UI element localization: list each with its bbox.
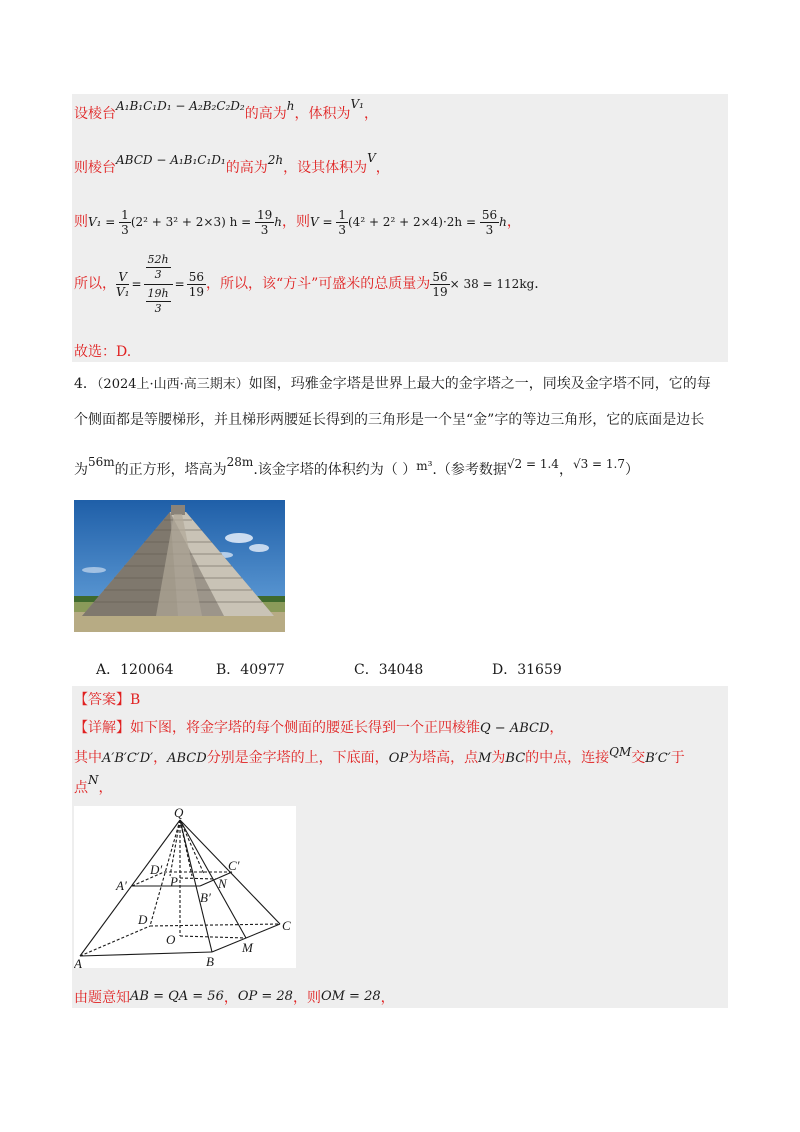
text: ， bbox=[98, 780, 113, 796]
text: 故选：D. bbox=[74, 344, 132, 360]
text: 则 bbox=[74, 214, 88, 230]
denominator: 3 bbox=[154, 301, 162, 315]
text: ， bbox=[375, 160, 390, 176]
detail-line-1 bbox=[74, 718, 563, 739]
math: (4² + 2² + 2×4)·2h = bbox=[348, 215, 480, 229]
math: V₁ bbox=[350, 97, 364, 111]
text: 的高为 bbox=[244, 106, 287, 122]
label-D: D bbox=[138, 912, 148, 927]
text: 点 bbox=[74, 780, 88, 796]
detail-line-2 bbox=[74, 745, 685, 769]
text: 于 bbox=[670, 750, 685, 766]
text: 为 bbox=[491, 750, 506, 766]
label-P: P bbox=[170, 874, 178, 889]
text: 其中 bbox=[74, 750, 102, 766]
math: OM = 28 bbox=[320, 989, 381, 1004]
denominator: 19 bbox=[188, 284, 204, 299]
text: ， bbox=[363, 106, 378, 122]
math: B′C′ bbox=[645, 751, 671, 766]
option-c[interactable] bbox=[354, 660, 423, 680]
text: 则棱台 bbox=[74, 160, 116, 176]
numerator: 19 bbox=[256, 207, 273, 222]
question-line-2 bbox=[74, 410, 704, 430]
pyramid-diagram-svg bbox=[74, 806, 296, 968]
text: .（参考数据 bbox=[432, 462, 507, 478]
math: h bbox=[274, 215, 282, 229]
option-label: D． bbox=[492, 662, 518, 678]
math: A₁B₁C₁D₁ − A₂B₂C₂D₂ bbox=[116, 99, 245, 113]
option-label: B． bbox=[216, 662, 241, 678]
option-label: C． bbox=[354, 662, 379, 678]
math: A′B′C′D′ bbox=[102, 751, 154, 766]
text: 如下图，将金字塔的每个侧面的腰延长得到一个正四棱锥 bbox=[130, 720, 480, 736]
text: ， bbox=[506, 214, 521, 230]
text: ， bbox=[223, 990, 238, 1006]
math: 56m bbox=[88, 455, 115, 469]
numerator: 52h bbox=[147, 252, 169, 266]
text: 的正方形，塔高为 bbox=[114, 462, 227, 478]
numerator: 1 bbox=[121, 207, 129, 222]
option-b[interactable] bbox=[216, 660, 285, 680]
text: 由题意知 bbox=[74, 990, 130, 1006]
math: V bbox=[367, 151, 376, 165]
fraction-v-over-v1 bbox=[116, 270, 129, 299]
text: 所以， bbox=[74, 276, 116, 292]
label-B: B bbox=[206, 954, 214, 968]
question-number: 4． bbox=[74, 376, 97, 392]
detail-line-4 bbox=[74, 988, 395, 1009]
math: M bbox=[478, 751, 492, 766]
text: ） bbox=[625, 462, 639, 478]
question-line-3 bbox=[74, 455, 639, 480]
math: QM bbox=[609, 745, 632, 759]
option-value: 120064 bbox=[120, 662, 174, 678]
text: ， bbox=[153, 750, 168, 766]
text: 设棱台 bbox=[74, 106, 116, 122]
question-line-1 bbox=[74, 374, 711, 395]
text: ，所以，该“方斗”可盛米的总质量为 bbox=[205, 276, 431, 292]
solution-choice bbox=[74, 342, 131, 362]
math: ABCD − A₁B₁C₁D₁ bbox=[116, 153, 226, 167]
math: √3 = 1.7 bbox=[572, 457, 625, 471]
text: ，设其体积为 bbox=[283, 160, 368, 176]
denominator: 19 bbox=[432, 284, 448, 299]
option-value: 40977 bbox=[240, 662, 285, 678]
text: ， bbox=[558, 462, 573, 478]
math: h bbox=[499, 215, 507, 229]
numerator: 56 bbox=[188, 269, 204, 284]
label-Ap: A′ bbox=[116, 878, 127, 893]
fraction bbox=[119, 208, 131, 237]
label-M: M bbox=[242, 940, 253, 955]
math: OP = 28 bbox=[237, 989, 293, 1004]
math: 28m bbox=[226, 455, 254, 469]
text: 如图，玛雅金字塔是世界上最大的金字塔之一，同埃及金字塔不同，它的每 bbox=[248, 376, 711, 392]
answer-line bbox=[74, 690, 140, 710]
text: .该金字塔的体积约为（ ） bbox=[253, 462, 417, 478]
option-value: 34048 bbox=[378, 662, 424, 678]
text: 的中点，连接 bbox=[525, 750, 610, 766]
numerator: 56 bbox=[432, 269, 448, 284]
text: 交 bbox=[631, 750, 646, 766]
numerator: 19h bbox=[147, 286, 169, 300]
text: ，体积为 bbox=[294, 106, 351, 122]
question-source: （2024上·山西·高三期末） bbox=[96, 377, 249, 392]
math: AB = QA = 56 bbox=[130, 989, 224, 1004]
mayan-pyramid-photo bbox=[74, 500, 285, 632]
text: ， bbox=[549, 720, 564, 736]
math: h bbox=[286, 99, 295, 113]
numerator: V bbox=[116, 270, 129, 285]
fraction bbox=[480, 208, 499, 237]
math: OP bbox=[388, 751, 409, 766]
text: 分别是金字塔的上，下底面， bbox=[206, 750, 389, 766]
solution-line-1 bbox=[74, 97, 378, 124]
math: × 38 = 112kg bbox=[449, 277, 535, 291]
label-A: A bbox=[74, 956, 82, 968]
label-Cp: C′ bbox=[228, 858, 240, 873]
fraction bbox=[430, 270, 449, 299]
text: ，则 bbox=[292, 990, 321, 1006]
option-d[interactable] bbox=[492, 660, 562, 680]
math: N bbox=[88, 773, 99, 787]
text: 为塔高，点 bbox=[408, 750, 479, 766]
label-N: N bbox=[218, 876, 227, 891]
text: . bbox=[534, 276, 539, 292]
numerator: 56 bbox=[481, 207, 498, 222]
answer-value: B bbox=[130, 692, 141, 708]
denominator: 3 bbox=[260, 222, 269, 237]
denominator: V₁ bbox=[116, 284, 130, 299]
math: ABCD bbox=[167, 751, 207, 766]
solution-line-2 bbox=[74, 151, 390, 178]
text: 的高为 bbox=[225, 160, 268, 176]
solution-line-3 bbox=[74, 206, 521, 238]
label-Dp: D′ bbox=[150, 862, 163, 877]
pyramid-photo-svg bbox=[74, 500, 285, 632]
math: Q − ABCD bbox=[480, 721, 550, 736]
math: V₁ = bbox=[88, 215, 120, 229]
equals: = bbox=[174, 277, 185, 291]
text: ， bbox=[380, 990, 395, 1006]
option-value: 31659 bbox=[517, 662, 562, 678]
option-a[interactable] bbox=[96, 660, 174, 680]
complex-fraction bbox=[144, 253, 173, 316]
denominator: 3 bbox=[154, 267, 162, 281]
fraction bbox=[255, 208, 274, 237]
detail-line-3 bbox=[74, 773, 113, 798]
denominator: 3 bbox=[485, 222, 494, 237]
label-C: C bbox=[282, 918, 291, 933]
solution-line-4 bbox=[74, 248, 539, 320]
label-Bp: B′ bbox=[200, 890, 211, 905]
pyramid-diagram bbox=[74, 806, 296, 968]
text: 为 bbox=[74, 462, 88, 478]
label-Q: Q bbox=[174, 806, 184, 820]
label-O: O bbox=[166, 932, 176, 947]
text: ，则 bbox=[282, 214, 310, 230]
detail-tag: 【详解】 bbox=[74, 720, 130, 736]
denominator: 3 bbox=[121, 222, 129, 237]
math: BC bbox=[505, 751, 526, 766]
fraction: $\frac{1}{3}$ bbox=[338, 207, 346, 237]
math: V = bbox=[310, 215, 337, 229]
fraction bbox=[187, 270, 206, 299]
option-label: A． bbox=[96, 662, 121, 678]
text: 个侧面都是等腰梯形，并且梯形两腰延长得到的三角形是一个呈“金”字的等边三角形，它的底面是边长 bbox=[74, 412, 705, 428]
math: (2² + 3² + 2×3) h = bbox=[130, 215, 255, 229]
equals: = bbox=[131, 277, 142, 291]
unit: m³ bbox=[416, 459, 433, 473]
answer-tag: 【答案】 bbox=[74, 692, 130, 708]
math: √2 = 1.4 bbox=[506, 457, 559, 471]
math: 2h bbox=[267, 153, 284, 167]
